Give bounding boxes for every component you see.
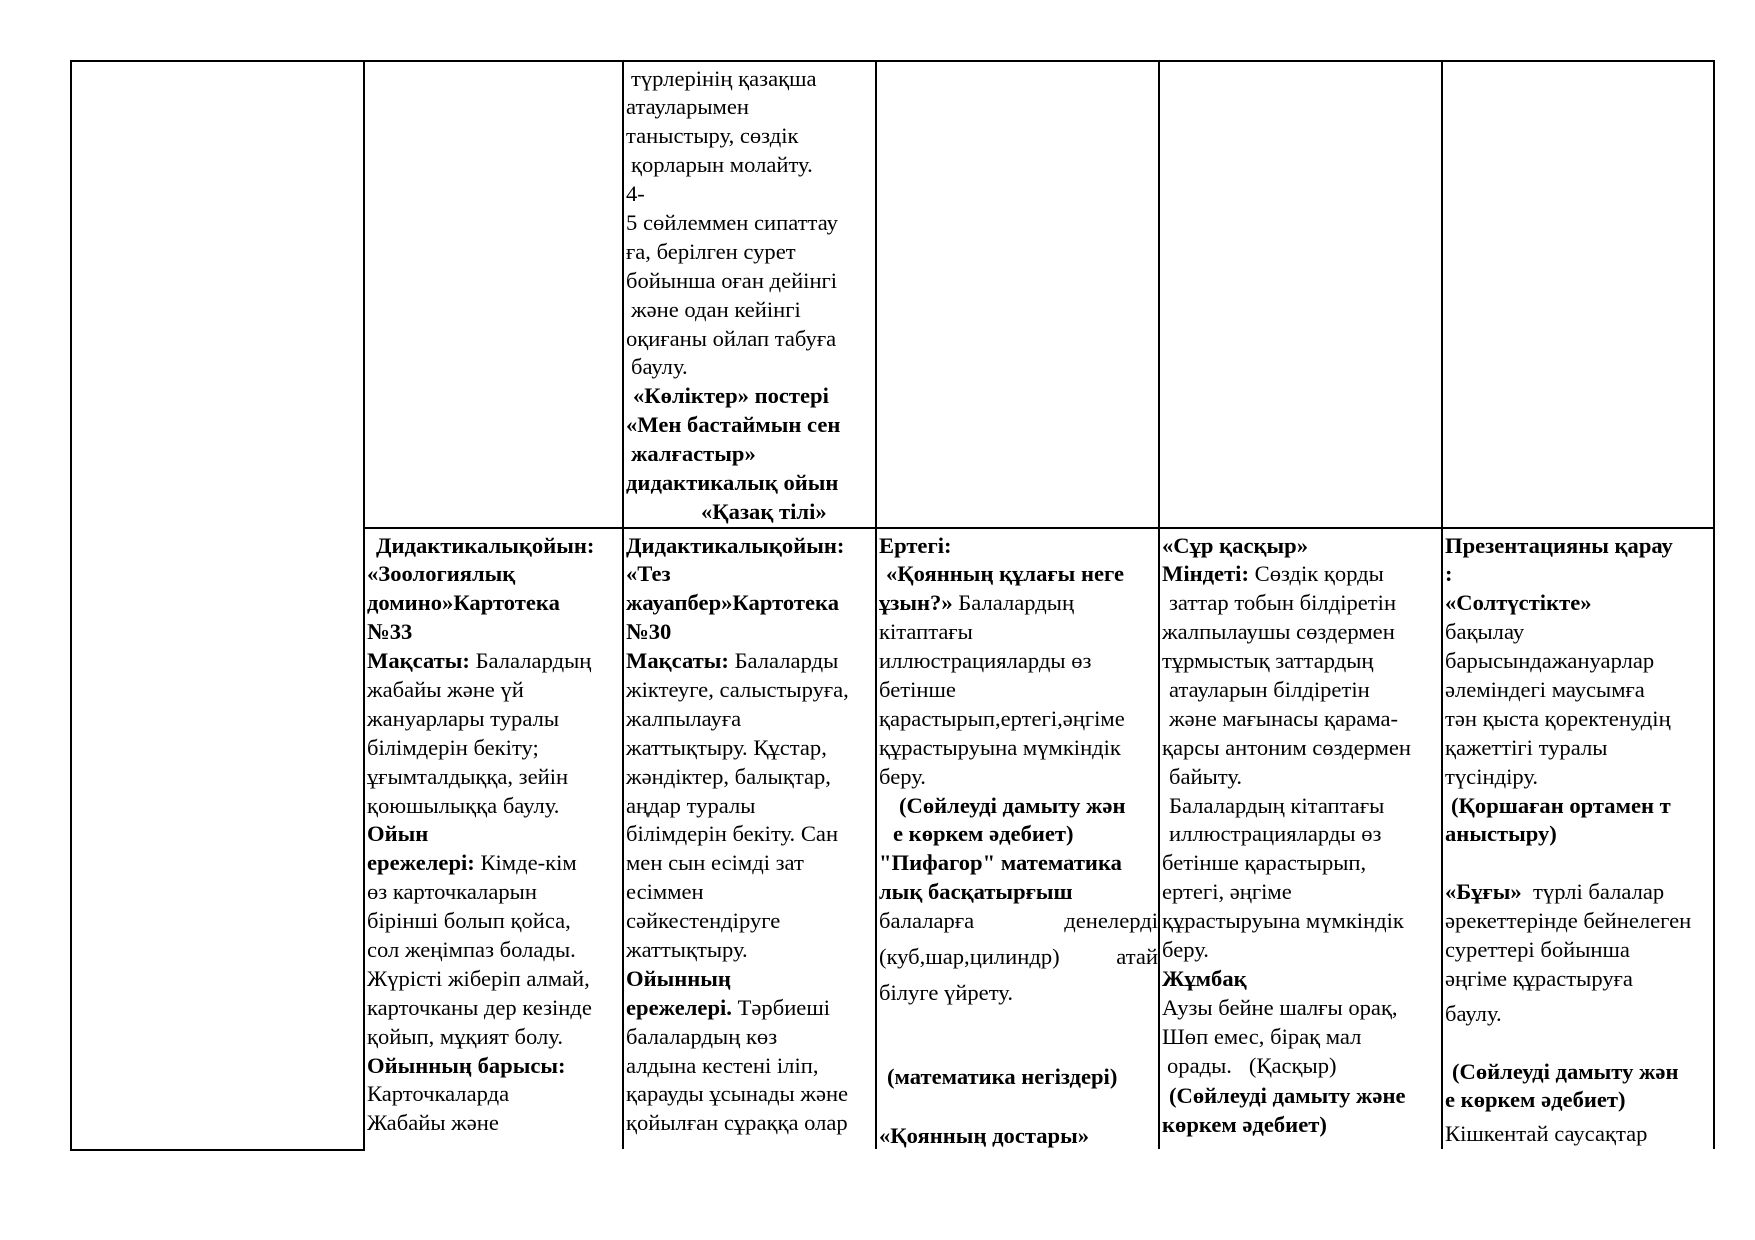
text-line-bold: «Қоянның достары»	[879, 1122, 1090, 1148]
text-line: атауларын білдіретін	[1169, 676, 1370, 702]
text-line-bold: аныстыру)	[1445, 821, 1557, 847]
table-cell-row1-col6	[1443, 60, 1715, 527]
text-line: суреттері бойынша	[1445, 936, 1630, 962]
text-segment: балаларға	[879, 908, 975, 934]
text-line: бақылау	[1445, 619, 1525, 645]
text-line: баулу.	[1445, 1000, 1502, 1026]
text-line: орады. (Қасқыр)	[1167, 1052, 1337, 1078]
text-line: жалпылауға	[626, 705, 742, 731]
text-line-bold: көркем әдебиет)	[1162, 1112, 1327, 1138]
table-cell-row1-col3	[624, 60, 877, 527]
text-line: ға, берілген сурет	[626, 238, 796, 264]
text-line: Жабайы және	[367, 1110, 499, 1136]
text-line	[626, 994, 875, 1023]
text-label-bold: «Бұғы»	[1445, 879, 1522, 905]
text-segment: денелерді	[1064, 908, 1158, 934]
text-line	[367, 849, 622, 878]
text-line-bold: «Көліктер» постері	[633, 383, 829, 409]
text-line: құрастыруына мүмкіндік	[879, 734, 1121, 760]
text-label-bold: Мақсаты:	[626, 648, 729, 674]
text-line: беру.	[879, 763, 926, 789]
table-cell-row2-col6	[1443, 527, 1715, 1149]
text-line-bold: Ойынның	[626, 965, 731, 991]
text-line: қойып, мұқият болу.	[367, 1023, 563, 1049]
text-segment: Кімде-кім	[474, 850, 577, 876]
text-segment: Балалардың	[952, 590, 1075, 616]
text-segment: (куб,шар,цилиндр)	[879, 943, 1060, 969]
text-line-bold: (Қоршаған ортамен т	[1451, 792, 1671, 818]
text-line-bold: жалғастыр»	[631, 441, 756, 467]
text-line-justified	[879, 943, 1158, 972]
text-line: жалпылаушы сөздермен	[1162, 619, 1395, 645]
table-cell-row1-col5	[1160, 60, 1443, 527]
text-line: әрекеттерінде бейнелеген	[1445, 908, 1692, 934]
text-line: балалардың көз	[626, 1023, 778, 1049]
text-line: барысындажануарлар	[1445, 648, 1655, 674]
text-line: тән қыста қоректенудің	[1445, 705, 1671, 731]
table-cell-row2-col4	[877, 527, 1160, 1149]
text-line: әңгіме құрастыруға	[1445, 965, 1633, 991]
text-line: қарсы антоним сөздермен	[1162, 734, 1412, 760]
text-label-bold: ережелері:	[367, 850, 475, 876]
text-line: білімдерін бекіту;	[367, 734, 539, 760]
text-segment: Балалардың	[469, 648, 592, 674]
text-line: түсіндіру.	[1445, 763, 1539, 789]
text-segment: түрлі балалар	[1521, 879, 1665, 905]
text-line: атауларымен	[626, 94, 749, 120]
text-line: жануарлары туралы	[367, 705, 560, 731]
text-line: қоюшылыққа баулу.	[367, 792, 560, 818]
text-line: өз карточкаларын	[367, 879, 537, 905]
text-line-justified	[879, 907, 1158, 936]
text-line: және мағынасы қарама-	[1169, 705, 1399, 731]
text-line: жіктеуге, салыстыруға,	[626, 676, 849, 702]
text-line: карточканы дер кезінде	[367, 994, 592, 1020]
text-line: есіммен	[626, 879, 704, 905]
text-line: иллюстрацияларды өз	[879, 648, 1092, 674]
text-line-bold: дидактикалық ойын	[626, 469, 839, 495]
text-segment: Сөздік қорды	[1248, 561, 1384, 587]
text-line-bold: №30	[626, 619, 672, 645]
text-line: 5 сөйлеммен сипаттау	[626, 209, 838, 235]
text-line: баулу.	[631, 354, 688, 380]
text-line-bold: Ертегі:	[879, 532, 952, 558]
text-line-bold: (Сөйлеуді дамыту жән	[1452, 1058, 1679, 1084]
text-line-bold: №33	[367, 619, 413, 645]
text-line: әлеміндегі маусымға	[1445, 676, 1645, 702]
text-line: құрастыруына мүмкіндік	[1162, 908, 1404, 934]
text-line	[1162, 560, 1441, 589]
text-line: ертегі, әңгіме	[1162, 879, 1292, 905]
table-cell-col1	[70, 60, 365, 1151]
text-line-bold: :	[1445, 561, 1453, 587]
text-line: Кішкентай саусақтар	[1445, 1121, 1648, 1147]
text-line-bold: «Сұр қасқыр»	[1162, 532, 1308, 558]
text-line: жәндіктер, балықтар,	[626, 763, 831, 789]
text-line: қарауды ұсынады және	[626, 1081, 849, 1107]
text-line-bold: (Сөйлеуді дамыту жән	[899, 792, 1126, 818]
text-line: аңдар туралы	[626, 792, 756, 818]
text-line: бетінше қарастырып,	[1162, 850, 1367, 876]
text-line: Аузы бейне шалғы орақ,	[1162, 994, 1398, 1020]
text-line-bold: Жұмбақ	[1162, 965, 1247, 991]
text-line: оқиғаны ойлап табуға	[626, 325, 837, 351]
text-line: иллюстрацияларды өз	[1169, 821, 1382, 847]
text-line-bold: е көркем әдебиет)	[1445, 1087, 1626, 1113]
text-line: бірінші болып қойса,	[367, 908, 571, 934]
text-line-bold: «Мен бастаймын сен	[626, 412, 841, 438]
text-line: жаттықтыру.	[626, 936, 748, 962]
text-line: және одан кейінгі	[631, 296, 801, 322]
text-line: Шөп емес, бірақ мал	[1162, 1023, 1362, 1049]
text-line-bold: «Зоологиялық	[367, 561, 516, 587]
text-line: Карточкаларда	[367, 1081, 510, 1107]
text-label-bold: Мақсаты:	[367, 648, 470, 674]
text-line: кітаптағы	[879, 619, 973, 645]
text-line-bold: Ойын	[367, 821, 429, 847]
text-line: түрлерінің қазақша	[631, 65, 817, 91]
text-label-bold: Міндеті:	[1162, 561, 1249, 587]
text-line-bold: «Қоянның құлағы неге	[886, 561, 1124, 587]
text-line: алдына кестені іліп,	[626, 1052, 819, 1078]
text-line: қойылған сұраққа олар	[626, 1110, 848, 1136]
text-line: таныстыру, сөздік	[626, 123, 799, 149]
table-cell-row1-col4	[877, 60, 1160, 527]
text-line: Балалардың кітаптағы	[1169, 792, 1385, 818]
text-line: 4-	[626, 181, 645, 207]
text-line: заттар тобын білдіретін	[1169, 590, 1397, 616]
text-line-bold: «Тез	[626, 561, 671, 587]
text-line: қажеттігі туралы	[1445, 734, 1608, 760]
text-line: бойынша оған дейінгі	[626, 267, 838, 293]
text-line: жаттықтыру. Құстар,	[626, 734, 827, 760]
text-segment: Балаларды	[728, 648, 839, 674]
text-line-bold: «Солтүстікте»	[1445, 590, 1592, 616]
text-line: білімдерін бекіту. Сан	[626, 821, 839, 847]
text-line: мен сын есімді зат	[626, 850, 804, 876]
text-line-bold: «Қазақ тілі»	[701, 498, 827, 524]
text-line	[879, 589, 1158, 618]
text-segment: Тәрбиеші	[731, 994, 831, 1020]
text-line: тұрмыстық заттардың	[1162, 648, 1374, 674]
table-cell-row2-col2	[365, 527, 624, 1149]
text-line: жабайы және үй	[367, 676, 524, 702]
text-line	[367, 647, 622, 676]
text-line	[626, 647, 875, 676]
text-line: білуге үйрету.	[879, 979, 1013, 1005]
text-line	[1445, 878, 1713, 907]
text-line: қорларын молайту.	[631, 152, 813, 178]
text-line-bold: (Сөйлеуді дамыту және	[1169, 1083, 1406, 1109]
text-segment: атай	[1116, 943, 1158, 969]
text-line-bold: жауапбер»Картотека	[626, 590, 839, 616]
text-line: қарастырып,ертегі,әңгіме	[879, 705, 1125, 731]
text-line-bold: лық басқатырғыш	[879, 879, 1073, 905]
text-line: байыту.	[1169, 763, 1243, 789]
text-line-bold: Ойынның барысы:	[367, 1052, 566, 1078]
text-line-bold: е көркем әдебиет)	[893, 821, 1074, 847]
text-line: Жүрісті жіберіп алмай,	[367, 965, 590, 991]
table-cell-row1-col2	[365, 60, 624, 527]
text-line-bold: Презентацияны қарау	[1445, 532, 1673, 558]
text-label-bold: ұзын?»	[879, 590, 953, 616]
table-cell-row2-col5	[1160, 527, 1443, 1149]
table-cell-row2-col3	[624, 527, 877, 1149]
text-line: сол жеңімпаз болады.	[367, 936, 576, 962]
text-line: бетінше	[879, 676, 956, 702]
text-line: беру.	[1162, 936, 1209, 962]
text-line-bold: Дидактикалықойын:	[376, 532, 595, 558]
text-line-bold: Дидактикалықойын:	[626, 532, 845, 558]
text-line-bold: домино»Картотека	[367, 590, 560, 616]
text-label-bold: ережелері.	[626, 994, 732, 1020]
text-line: сәйкестендіруге	[626, 908, 781, 934]
text-line: ұғымталдыққа, зейін	[367, 763, 569, 789]
text-line-bold: "Пифагор" математика	[879, 850, 1122, 876]
text-line-bold: (математика негіздері)	[887, 1063, 1118, 1089]
